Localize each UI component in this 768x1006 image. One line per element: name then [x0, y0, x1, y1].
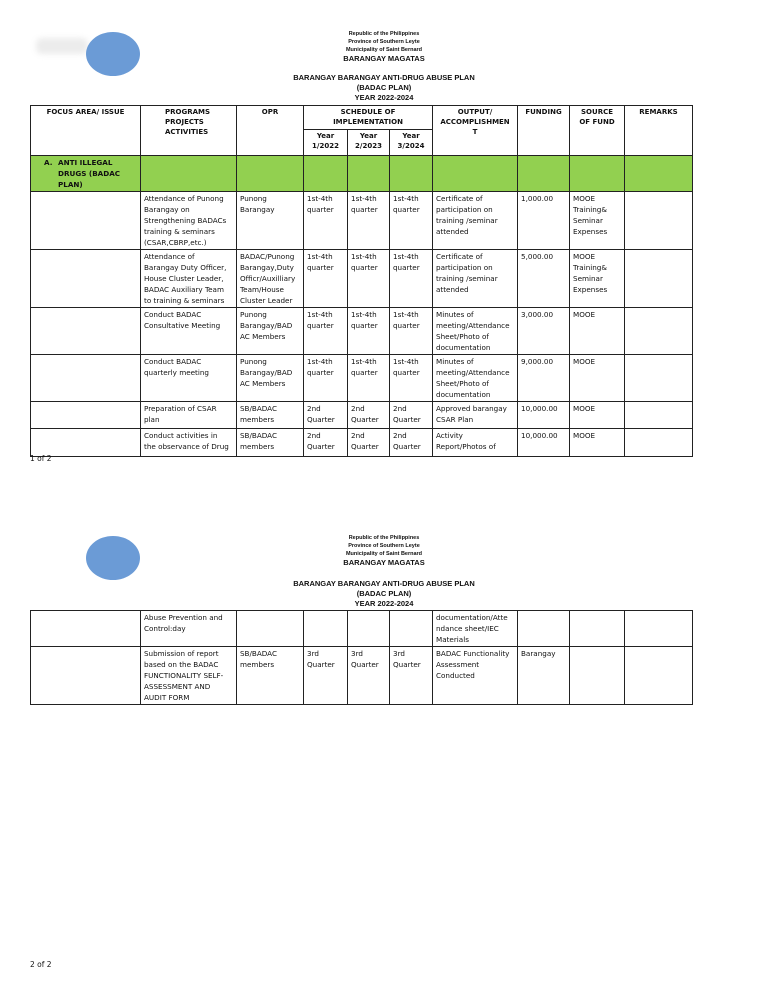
cell-year2: [348, 647, 390, 705]
cell-funding: 10,000.00: [518, 402, 570, 429]
col-header-focus: FOCUS AREA/ ISSUE: [31, 106, 141, 156]
cell-focus: [31, 647, 141, 705]
cell-year1-line: 1st-4th: [307, 252, 333, 261]
cell-program-line: Conduct BADAC: [144, 310, 202, 319]
cell-source-line: MOOE: [573, 310, 596, 319]
cell-funding: 3,000.00: [518, 308, 570, 355]
plan-title-line1: BARANGAY BARANGAY ANTI-DRUG ABUSE PLAN: [293, 579, 475, 588]
cell-output: [433, 355, 518, 402]
cell-output-line: attended: [436, 285, 469, 294]
cell-year1-line: 1st-4th: [307, 357, 333, 366]
col-header-year3: Year 3/2024: [390, 130, 433, 156]
cell-output: [433, 250, 518, 308]
cell-output-line: participation on: [436, 205, 493, 214]
cell-year1: [304, 192, 348, 250]
cell-output-line: CSAR Plan: [436, 415, 474, 424]
cell-source-line: Expenses: [573, 227, 608, 236]
cell-year3: [390, 250, 433, 308]
plan-title-line3: YEAR 2022-2024: [354, 93, 414, 102]
cell-program-line: Attendance of: [144, 252, 195, 261]
document-page-2: [0, 503, 768, 1006]
header-municipality: Municipality of Saint Bernard: [345, 47, 423, 53]
cell-year3-line: 1st-4th: [393, 194, 419, 203]
cell-remarks: [625, 611, 693, 647]
cell-output: [433, 402, 518, 429]
cell-opr-line: SB/BADAC: [240, 649, 277, 658]
cell-year3-line: 2nd: [393, 431, 407, 440]
table-row: [31, 647, 693, 705]
header-province: Province of Southern Leyte: [348, 543, 420, 549]
cell-year1-line: 2nd: [307, 431, 321, 440]
plan-title-line2: (BADAC PLAN): [356, 83, 412, 92]
cell-year1-line: quarter: [307, 263, 334, 272]
cell-year3: [390, 611, 433, 647]
cell-opr: [237, 647, 304, 705]
cell-output-line: BADAC Functionality: [436, 649, 510, 658]
cell-program-line: Abuse Prevention and: [144, 613, 223, 622]
cell-year1: [304, 355, 348, 402]
cell-year3: [390, 308, 433, 355]
cell-remarks: [625, 429, 693, 457]
cell-remarks: [625, 355, 693, 402]
cell-opr-line: members: [240, 660, 275, 669]
cell-focus: [31, 611, 141, 647]
cell-remarks: [625, 250, 693, 308]
cell-year3-line: quarter: [393, 321, 420, 330]
cell-year3: [390, 192, 433, 250]
letterhead: [0, 534, 768, 568]
table-row: [31, 402, 693, 429]
cell-remarks: [625, 308, 693, 355]
cell-opr-line: Barangay/BAD: [240, 368, 293, 377]
cell-program-line: BADAC Auxiliary Team: [144, 285, 224, 294]
cell-year3-line: 1st-4th: [393, 310, 419, 319]
header-republic: Republic of the Philippines: [348, 535, 420, 541]
plan-title-line2: (BADAC PLAN): [356, 589, 412, 598]
cell-program: [141, 402, 237, 429]
cell-program-line: Preparation of CSAR: [144, 404, 217, 413]
cell-year3-line: 1st-4th: [393, 357, 419, 366]
cell-opr: [237, 402, 304, 429]
cell-opr-line: members: [240, 415, 275, 424]
cell-program-line: AUDIT FORM: [144, 693, 190, 702]
cell-output-line: Minutes of: [436, 310, 474, 319]
focus-area-label: A. ANTI ILLEGAL DRUGS (BADAC PLAN): [31, 156, 141, 192]
page-number: 2 of 2: [30, 960, 52, 969]
cell-year2: [348, 355, 390, 402]
cell-year1-line: quarter: [307, 321, 334, 330]
cell-opr-line: Barangay/BAD: [240, 321, 293, 330]
cell-output: [433, 192, 518, 250]
cell-opr-line: Punong: [240, 194, 267, 203]
cell-opr-line: SB/BADAC: [240, 431, 277, 440]
cell-program-line: training & seminars: [144, 227, 215, 236]
cell-focus: [31, 308, 141, 355]
cell-program: [141, 611, 237, 647]
cell-year2-line: 3rd: [351, 649, 363, 658]
table-row: [31, 250, 693, 308]
cell-source-line: Seminar: [573, 274, 603, 283]
cell-year1-line: Quarter: [307, 415, 335, 424]
cell-year2-line: 1st-4th: [351, 310, 377, 319]
cell-year2: [348, 402, 390, 429]
cell-program: [141, 192, 237, 250]
cell-program-line: ASSESSMENT AND: [144, 682, 211, 691]
cell-year2-line: Quarter: [351, 660, 379, 669]
cell-opr-line: Barangay: [240, 205, 275, 214]
cell-source-line: Training&: [573, 263, 607, 272]
cell-opr: [237, 429, 304, 457]
table-row: [31, 611, 693, 647]
cell-source-line: MOOE: [573, 431, 596, 440]
cell-source-line: Seminar: [573, 216, 603, 225]
cell-source: [570, 402, 625, 429]
col-header-schedule: SCHEDULE OF IMPLEMENTATION: [304, 106, 433, 130]
cell-opr-line: BADAC/Punong: [240, 252, 295, 261]
cell-year1: [304, 308, 348, 355]
cell-source-line: Expenses: [573, 285, 608, 294]
cell-focus: [31, 250, 141, 308]
cell-output-line: training /seminar: [436, 216, 498, 225]
col-header-output: OUTPUT/ ACCOMPLISHMEN T: [433, 106, 518, 156]
cell-opr: [237, 611, 304, 647]
cell-year1-line: Quarter: [307, 442, 335, 451]
cell-program-line: Conduct activities in: [144, 431, 218, 440]
cell-year3: [390, 429, 433, 457]
cell-year1-line: quarter: [307, 368, 334, 377]
cell-opr-line: Barangay,Duty: [240, 263, 294, 272]
cell-year3-line: 1st-4th: [393, 252, 419, 261]
badac-plan-table: [30, 105, 693, 457]
cell-funding: 1,000.00: [518, 192, 570, 250]
cell-source: [570, 250, 625, 308]
cell-output: [433, 429, 518, 457]
cell-program-line: FUNCTIONALITY SELF-: [144, 671, 224, 680]
cell-year3-line: Quarter: [393, 415, 421, 424]
cell-output: [433, 647, 518, 705]
cell-output-line: documentation/Atte: [436, 613, 508, 622]
cell-year2: [348, 611, 390, 647]
plan-title: [0, 579, 768, 609]
cell-program-line: quarterly meeting: [144, 368, 209, 377]
cell-year3-line: Quarter: [393, 660, 421, 669]
cell-program-line: the observance of Drug: [144, 442, 229, 451]
cell-output-line: Certificate of: [436, 252, 483, 261]
cell-year2: [348, 308, 390, 355]
col-header-funding: FUNDING: [518, 106, 570, 156]
table-row: [31, 308, 693, 355]
cell-year2-line: quarter: [351, 263, 378, 272]
cell-focus: [31, 355, 141, 402]
cell-program-line: (CSAR,CBRP,etc.): [144, 238, 207, 247]
cell-opr: [237, 250, 304, 308]
cell-opr-line: Cluster Leader: [240, 296, 293, 305]
cell-program-line: Barangay Duty Officer,: [144, 263, 227, 272]
cell-opr: [237, 192, 304, 250]
cell-year2-line: Quarter: [351, 415, 379, 424]
cell-funding: 5,000.00: [518, 250, 570, 308]
col-header-year2: Year 2/2023: [348, 130, 390, 156]
focus-area-row: [31, 156, 693, 192]
header-municipality: Municipality of Saint Bernard: [345, 551, 423, 557]
cell-remarks: [625, 192, 693, 250]
cell-output-line: Activity: [436, 431, 463, 440]
badac-plan-table-continued: [30, 610, 693, 705]
cell-funding: 9,000.00: [518, 355, 570, 402]
cell-output-line: Approved barangay: [436, 404, 507, 413]
cell-program: [141, 647, 237, 705]
cell-source-line: MOOE: [573, 404, 596, 413]
cell-program-line: Control:day: [144, 624, 186, 633]
cell-year1: [304, 402, 348, 429]
cell-program-line: Submission of report: [144, 649, 219, 658]
cell-source: [570, 429, 625, 457]
cell-program-line: Conduct BADAC: [144, 357, 202, 366]
cell-funding: 10,000.00: [518, 429, 570, 457]
cell-year2: [348, 192, 390, 250]
cell-opr-line: AC Members: [240, 379, 286, 388]
cell-focus: [31, 192, 141, 250]
cell-output-line: documentation: [436, 343, 491, 352]
cell-source-line: MOOE: [573, 194, 596, 203]
cell-source-line: MOOE: [573, 252, 596, 261]
cell-year2-line: 1st-4th: [351, 252, 377, 261]
page-number: 1 of 2: [30, 454, 52, 463]
cell-source-line: Training&: [573, 205, 607, 214]
col-header-year1: Year 1/2022: [304, 130, 348, 156]
table-row: [31, 192, 693, 250]
cell-program: [141, 429, 237, 457]
cell-year1-line: 3rd: [307, 649, 319, 658]
col-header-remarks: REMARKS: [625, 106, 693, 156]
cell-program-line: House Cluster Leader,: [144, 274, 224, 283]
cell-year1-line: 2nd: [307, 404, 321, 413]
cell-output-line: ndance sheet/IEC: [436, 624, 499, 633]
cell-year2-line: 1st-4th: [351, 357, 377, 366]
cell-program-line: Barangay on: [144, 205, 190, 214]
cell-year2: [348, 250, 390, 308]
cell-year1-line: quarter: [307, 205, 334, 214]
cell-year3-line: 3rd: [393, 649, 405, 658]
cell-opr: [237, 308, 304, 355]
cell-program: [141, 250, 237, 308]
cell-program-line: based on the BADAC: [144, 660, 219, 669]
cell-year1-line: 1st-4th: [307, 194, 333, 203]
cell-output-line: attended: [436, 227, 469, 236]
col-header-programs: PROGRAMS PROJECTS ACTIVITIES: [141, 106, 237, 156]
cell-year3-line: 2nd: [393, 404, 407, 413]
cell-year3-line: Quarter: [393, 442, 421, 451]
cell-opr-line: AC Members: [240, 332, 286, 341]
cell-output-line: Conducted: [436, 671, 475, 680]
cell-year3-line: quarter: [393, 205, 420, 214]
cell-source: [570, 308, 625, 355]
cell-year2-line: quarter: [351, 321, 378, 330]
cell-output-line: Assessment: [436, 660, 480, 669]
cell-output-line: documentation: [436, 390, 491, 399]
cell-remarks: [625, 402, 693, 429]
cell-year1: [304, 611, 348, 647]
cell-opr: [237, 355, 304, 402]
cell-year1: [304, 429, 348, 457]
cell-year3-line: quarter: [393, 263, 420, 272]
letterhead: [0, 30, 768, 64]
cell-year2-line: 1st-4th: [351, 194, 377, 203]
cell-output-line: training /seminar: [436, 274, 498, 283]
cell-year1-line: Quarter: [307, 660, 335, 669]
cell-focus: [31, 402, 141, 429]
cell-year2: [348, 429, 390, 457]
cell-opr-line: Officr/Auxilliary: [240, 274, 296, 283]
col-header-opr: OPR: [237, 106, 304, 156]
cell-source: [570, 647, 625, 705]
cell-output-line: Minutes of: [436, 357, 474, 366]
plan-title-line3: YEAR 2022-2024: [354, 599, 414, 608]
plan-title: [0, 73, 768, 103]
cell-program-line: plan: [144, 415, 160, 424]
cell-year3: [390, 402, 433, 429]
cell-program-line: Strengthening BADACs: [144, 216, 227, 225]
cell-program-line: Consultative Meeting: [144, 321, 221, 330]
cell-program: [141, 355, 237, 402]
cell-year3: [390, 355, 433, 402]
cell-source-line: MOOE: [573, 357, 596, 366]
table-row: [31, 355, 693, 402]
cell-year2-line: quarter: [351, 368, 378, 377]
header-barangay: BARANGAY MAGATAS: [343, 558, 425, 567]
col-header-source: SOURCE OF FUND: [570, 106, 625, 156]
cell-output-line: participation on: [436, 263, 493, 272]
cell-opr-line: Punong: [240, 310, 267, 319]
cell-opr-line: SB/BADAC: [240, 404, 277, 413]
cell-source: [570, 192, 625, 250]
cell-year1: [304, 647, 348, 705]
cell-program: [141, 308, 237, 355]
cell-program-line: Attendance of Punong: [144, 194, 224, 203]
cell-opr-line: members: [240, 442, 275, 451]
cell-remarks: [625, 647, 693, 705]
cell-opr-line: Team/House: [240, 285, 284, 294]
cell-output: [433, 611, 518, 647]
header-barangay: BARANGAY MAGATAS: [343, 54, 425, 63]
cell-year2-line: Quarter: [351, 442, 379, 451]
header-province: Province of Southern Leyte: [348, 39, 420, 45]
cell-source: [570, 611, 625, 647]
cell-opr-line: Punong: [240, 357, 267, 366]
cell-focus: [31, 429, 141, 457]
table-row: [31, 429, 693, 457]
cell-program-line: to training & seminars: [144, 296, 225, 305]
cell-year2-line: quarter: [351, 205, 378, 214]
plan-title-line1: BARANGAY BARANGAY ANTI-DRUG ABUSE PLAN: [293, 73, 475, 82]
header-republic: Republic of the Philippines: [348, 31, 420, 37]
cell-year2-line: 2nd: [351, 431, 365, 440]
cell-output-line: Materials: [436, 635, 469, 644]
cell-year3-line: quarter: [393, 368, 420, 377]
cell-year3: [390, 647, 433, 705]
cell-output-line: meeting/Attendance: [436, 368, 510, 377]
cell-year1-line: 1st-4th: [307, 310, 333, 319]
cell-year2-line: 2nd: [351, 404, 365, 413]
cell-funding: Barangay: [518, 647, 570, 705]
cell-output-line: Sheet/Photo of: [436, 332, 489, 341]
cell-output: [433, 308, 518, 355]
cell-output-line: Sheet/Photo of: [436, 379, 489, 388]
cell-funding: [518, 611, 570, 647]
cell-output-line: Report/Photos of: [436, 442, 496, 451]
cell-source: [570, 355, 625, 402]
cell-year1: [304, 250, 348, 308]
cell-output-line: meeting/Attendance: [436, 321, 510, 330]
cell-output-line: Certificate of: [436, 194, 483, 203]
